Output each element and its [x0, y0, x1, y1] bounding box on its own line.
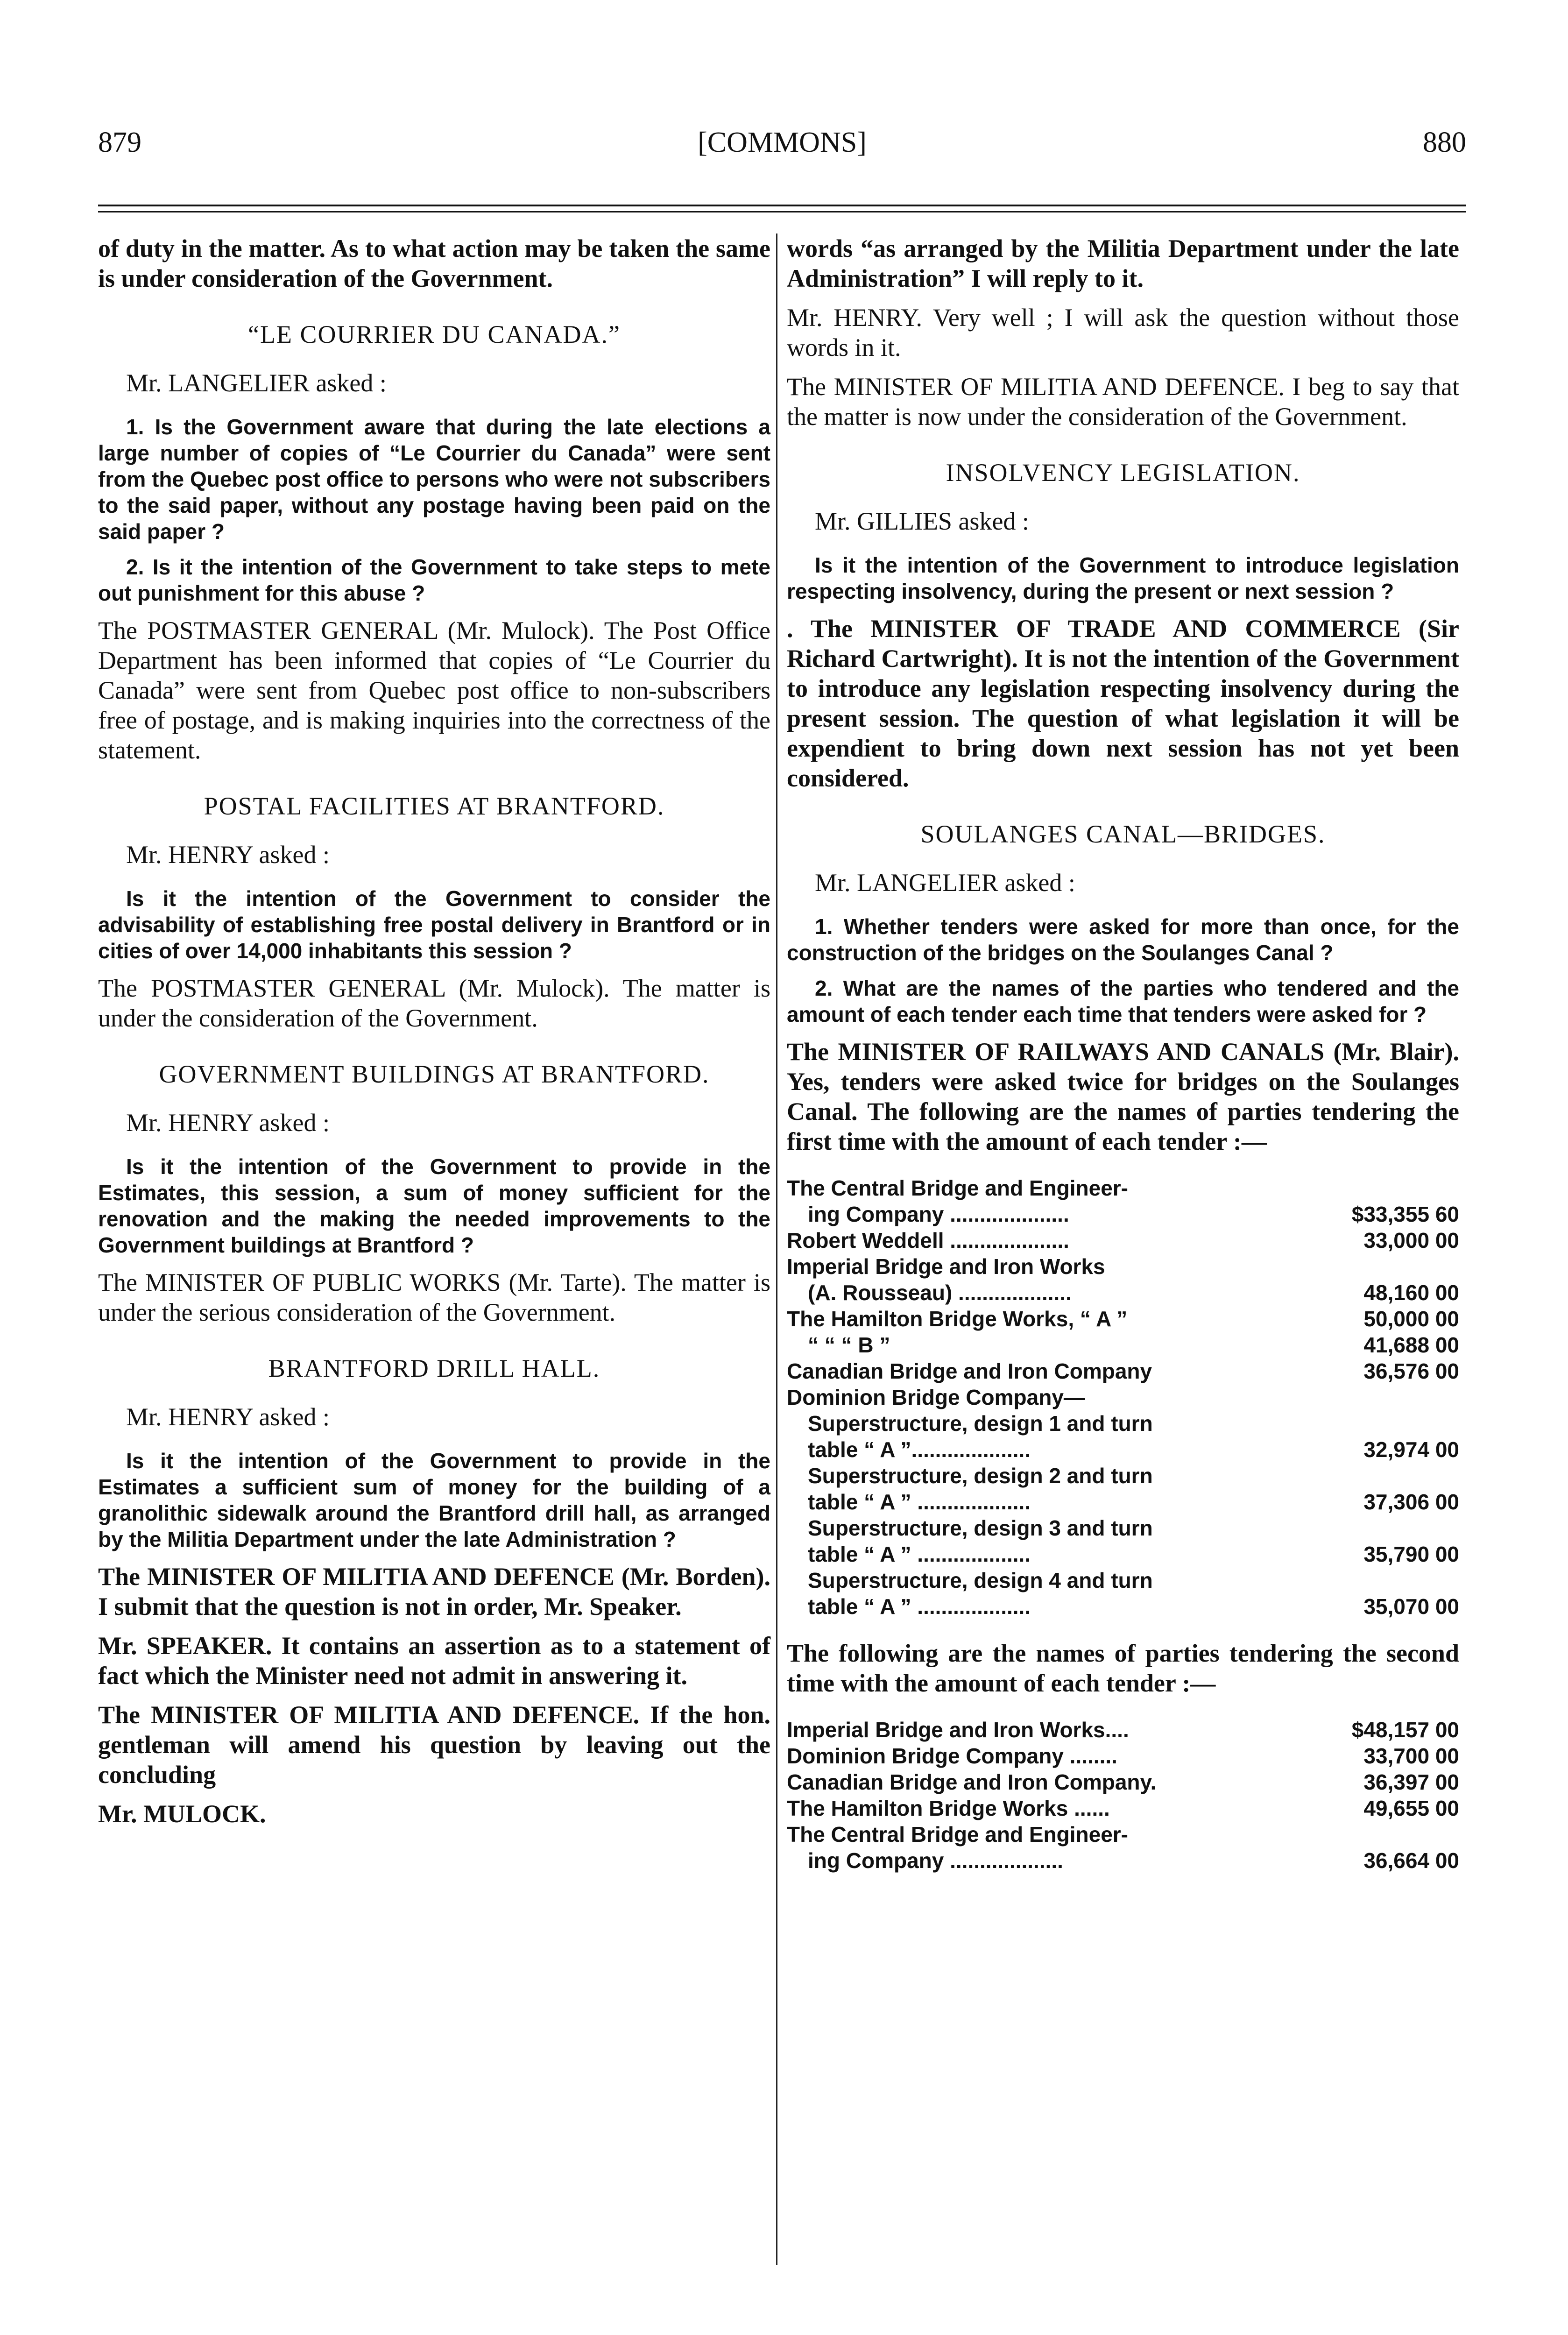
tender-row: [787, 1410, 1459, 1436]
question-text: Is it the intention of the Government to provide in the Estimates a sufficient sum of money for the building of a granolithic sidewalk around the Brantford drill hall, as arranged by the Militia Department under the late Administration ?: [98, 1449, 770, 1551]
paragraph: Mr. SPEAKER. It contains an assertion as to a statement of fact which the Minister need not admit in answering it.: [98, 1632, 770, 1690]
tender-row: [787, 1384, 1459, 1410]
tender-party: The Hamilton Bridge Works, “ A ”: [787, 1307, 1128, 1331]
tender-amount: $33,355 60: [1351, 1202, 1459, 1226]
tender-row: [787, 1593, 1459, 1620]
paragraph: The MINISTER OF RAILWAYS AND CANALS (Mr. Blair). Yes, tenders were asked twice for bridges on the Soulanges Canal. The following are the names of parties tendering the first time with the amount of each tender :—: [787, 1038, 1459, 1155]
tender-row: [787, 1306, 1459, 1332]
section-heading: POSTAL FACILITIES AT BRANTFORD.: [204, 792, 665, 820]
page-header: [98, 126, 1466, 168]
right-column: [787, 234, 1459, 1892]
paragraph: The MINISTER OF MILITIA AND DEFENCE (Mr. Borden). I submit that the question is not in order, Mr. Speaker.: [98, 1563, 770, 1620]
paragraph: of duty in the matter. As to what action may be taken the same is under consideration of the Government.: [98, 234, 770, 292]
section-heading: BRANTFORD DRILL HALL.: [268, 1354, 600, 1382]
page-number-right: 880: [1423, 127, 1466, 158]
paragraph: Mr. HENRY asked :: [126, 1403, 330, 1431]
tender-row: [787, 1847, 1459, 1874]
paragraph: Mr. HENRY asked :: [126, 1109, 330, 1137]
tender-amount: 36,576 00: [1363, 1359, 1459, 1383]
tender-party: The Central Bridge and Engineer-: [787, 1176, 1128, 1200]
tender-party: ing Company ....................: [808, 1202, 1069, 1226]
tender-amount: 33,700 00: [1363, 1744, 1459, 1768]
tender-party: The Central Bridge and Engineer-: [787, 1822, 1128, 1847]
header-rule-top: [98, 205, 1466, 206]
tender-row: [787, 1489, 1459, 1515]
tender-party: Superstructure, design 1 and turn: [808, 1411, 1153, 1436]
tender-party: Dominion Bridge Company ........: [787, 1744, 1117, 1768]
tender-party: ing Company ...................: [808, 1848, 1063, 1873]
tender-row: [787, 1463, 1459, 1489]
right-column-text-top: [787, 234, 1459, 1156]
header-rule-bottom: [98, 211, 1466, 212]
tender-amount: 32,974 00: [1363, 1437, 1459, 1462]
tender-row: [787, 1567, 1459, 1593]
tender-amount: 36,664 00: [1363, 1848, 1459, 1873]
tender-row: [787, 1436, 1459, 1463]
tender-party: Dominion Bridge Company—: [787, 1385, 1085, 1409]
paragraph: The following are the names of parties tendering the second time with the amount of each tender :—: [787, 1639, 1459, 1697]
tender-party: Superstructure, design 2 and turn: [808, 1464, 1153, 1488]
question-text: 2. What are the names of the parties who tendered and the amount of each tender each time that tenders were asked for ?: [787, 976, 1459, 1026]
tender-table-first: [787, 1175, 1459, 1620]
tender-party: Canadian Bridge and Iron Company.: [787, 1770, 1157, 1794]
paragraph: Mr. HENRY. Very well ; I will ask the question without those words in it.: [787, 304, 1459, 361]
tender-amount: 36,397 00: [1363, 1770, 1459, 1794]
tender-party: Superstructure, design 3 and turn: [808, 1516, 1153, 1540]
tender-row: [787, 1821, 1459, 1847]
paragraph: The POSTMASTER GENERAL (Mr. Mulock). The matter is under the consideration of the Government.: [98, 974, 770, 1032]
tender-table-second: [787, 1717, 1459, 1874]
tender-row: [787, 1280, 1459, 1306]
tender-amount: [1319, 1821, 1459, 1847]
right-column-text-middle: [787, 1638, 1459, 1698]
section-heading: INSOLVENCY LEGISLATION.: [946, 459, 1300, 487]
tender-party: table “ A ” ...................: [808, 1542, 1031, 1566]
tender-party: The Hamilton Bridge Works ......: [787, 1796, 1110, 1820]
tender-row: [787, 1717, 1459, 1743]
tender-amount: 35,790 00: [1363, 1542, 1459, 1566]
question-text: Is it the intention of the Government to consider the advisability of establishing free postal delivery in Brantford or in cities of over 14,000 inhabitants this session ?: [98, 886, 770, 963]
tender-amount: [1319, 1175, 1459, 1201]
tender-party: (A. Rousseau) ...................: [808, 1281, 1072, 1305]
paragraph: . The MINISTER OF TRADE AND COMMERCE (Sir Richard Cartwright). It is not the intention of the Government to introduce any legislation respecting insolvency during the present session. The question of what legislation it will be expendient to bring down next session has not yet been considered.: [787, 615, 1459, 792]
tender-amount: 41,688 00: [1363, 1333, 1459, 1357]
tender-amount: 49,655 00: [1363, 1796, 1459, 1820]
tender-row: [787, 1795, 1459, 1821]
tender-party: Canadian Bridge and Iron Company: [787, 1359, 1152, 1383]
paragraph: The MINISTER OF PUBLIC WORKS (Mr. Tarte). The matter is under the serious consideration of the Government.: [98, 1268, 770, 1326]
section-heading: SOULANGES CANAL—BRIDGES.: [920, 820, 1326, 848]
column-divider: [776, 234, 777, 2265]
tender-amount: 48,160 00: [1363, 1281, 1459, 1305]
tender-row: [787, 1332, 1459, 1358]
tender-party: Imperial Bridge and Iron Works....: [787, 1718, 1129, 1742]
tender-party: Robert Weddell ....................: [787, 1228, 1069, 1252]
question-text: Is it the intention of the Government to introduce legislation respecting insolvency, during the present or next session ?: [787, 553, 1459, 603]
tender-row: [787, 1515, 1459, 1541]
tender-row: [787, 1541, 1459, 1567]
running-head: [COMMONS]: [698, 127, 867, 158]
paragraph: Mr. LANGELIER asked :: [815, 869, 1075, 897]
tender-amount: 50,000 00: [1363, 1307, 1459, 1331]
tender-amount: [1319, 1567, 1459, 1593]
tender-amount: [1319, 1463, 1459, 1489]
tender-party: table “ A ”....................: [808, 1437, 1031, 1462]
tender-amount: $48,157 00: [1351, 1718, 1459, 1742]
tender-amount: 33,000 00: [1363, 1228, 1459, 1252]
tender-amount: [1319, 1384, 1459, 1410]
page-number-left: 879: [98, 127, 141, 158]
tender-amount: [1319, 1253, 1459, 1280]
tender-amount: 37,306 00: [1363, 1490, 1459, 1514]
paragraph: The MINISTER OF MILITIA AND DEFENCE. I beg to say that the matter is now under the consideration of the Government.: [787, 373, 1459, 431]
section-heading: “LE COURRIER DU CANADA.”: [248, 320, 621, 348]
paragraph: Mr. GILLIES asked :: [815, 507, 1029, 535]
tender-row: [787, 1743, 1459, 1769]
question-text: 1. Whether tenders were asked for more than once, for the construction of the bridges on the Soulanges Canal ?: [787, 914, 1459, 965]
paragraph: words “as arranged by the Militia Department under the late Administration” I will reply to it.: [787, 234, 1459, 292]
tender-party: Imperial Bridge and Iron Works: [787, 1254, 1105, 1279]
tender-party: Superstructure, design 4 and turn: [808, 1568, 1153, 1592]
left-column: [98, 234, 770, 1838]
paragraph: The POSTMASTER GENERAL (Mr. Mulock). The Post Office Department has been informed that copies of “Le Courrier du Canada” were sent from Quebec post office to non-subscribers free of postage, and is making inquiries into the correctness of the statement.: [98, 616, 770, 764]
paragraph: Mr. HENRY asked :: [126, 841, 330, 869]
question-text: Is it the intention of the Government to provide in the Estimates, this session, a sum of money sufficient for the renovation and the making the needed improvements to the Government buildings at Brantford ?: [98, 1154, 770, 1257]
tender-row: [787, 1175, 1459, 1201]
tender-row: [787, 1201, 1459, 1227]
tender-row: [787, 1227, 1459, 1253]
tender-amount: [1319, 1410, 1459, 1436]
tender-row: [787, 1253, 1459, 1280]
tender-party: table “ A ” ...................: [808, 1594, 1031, 1619]
question-text: 1. Is the Government aware that during the late elections a large number of copies of “Le Courrier du Canada” were sent from the Quebec post office to persons who were not subscribers to the said paper, without any postage having been paid on the said paper ?: [98, 415, 770, 544]
section-heading: GOVERNMENT BUILDINGS AT BRANTFORD.: [159, 1060, 710, 1088]
tender-party: “ “ “ B ”: [808, 1333, 890, 1357]
paragraph: Mr. LANGELIER asked :: [126, 369, 387, 397]
question-text: 2. Is it the intention of the Government to take steps to mete out punishment for this abuse ?: [98, 555, 770, 605]
tender-amount: [1319, 1515, 1459, 1541]
tender-row: [787, 1358, 1459, 1384]
tender-party: table “ A ” ...................: [808, 1490, 1031, 1514]
tender-row: [787, 1769, 1459, 1795]
tender-amount: 35,070 00: [1363, 1594, 1459, 1619]
paragraph: Mr. MULOCK.: [98, 1800, 266, 1828]
paragraph: The MINISTER OF MILITIA AND DEFENCE. If the hon. gentleman will amend his question by leaving out the concluding: [98, 1701, 770, 1789]
